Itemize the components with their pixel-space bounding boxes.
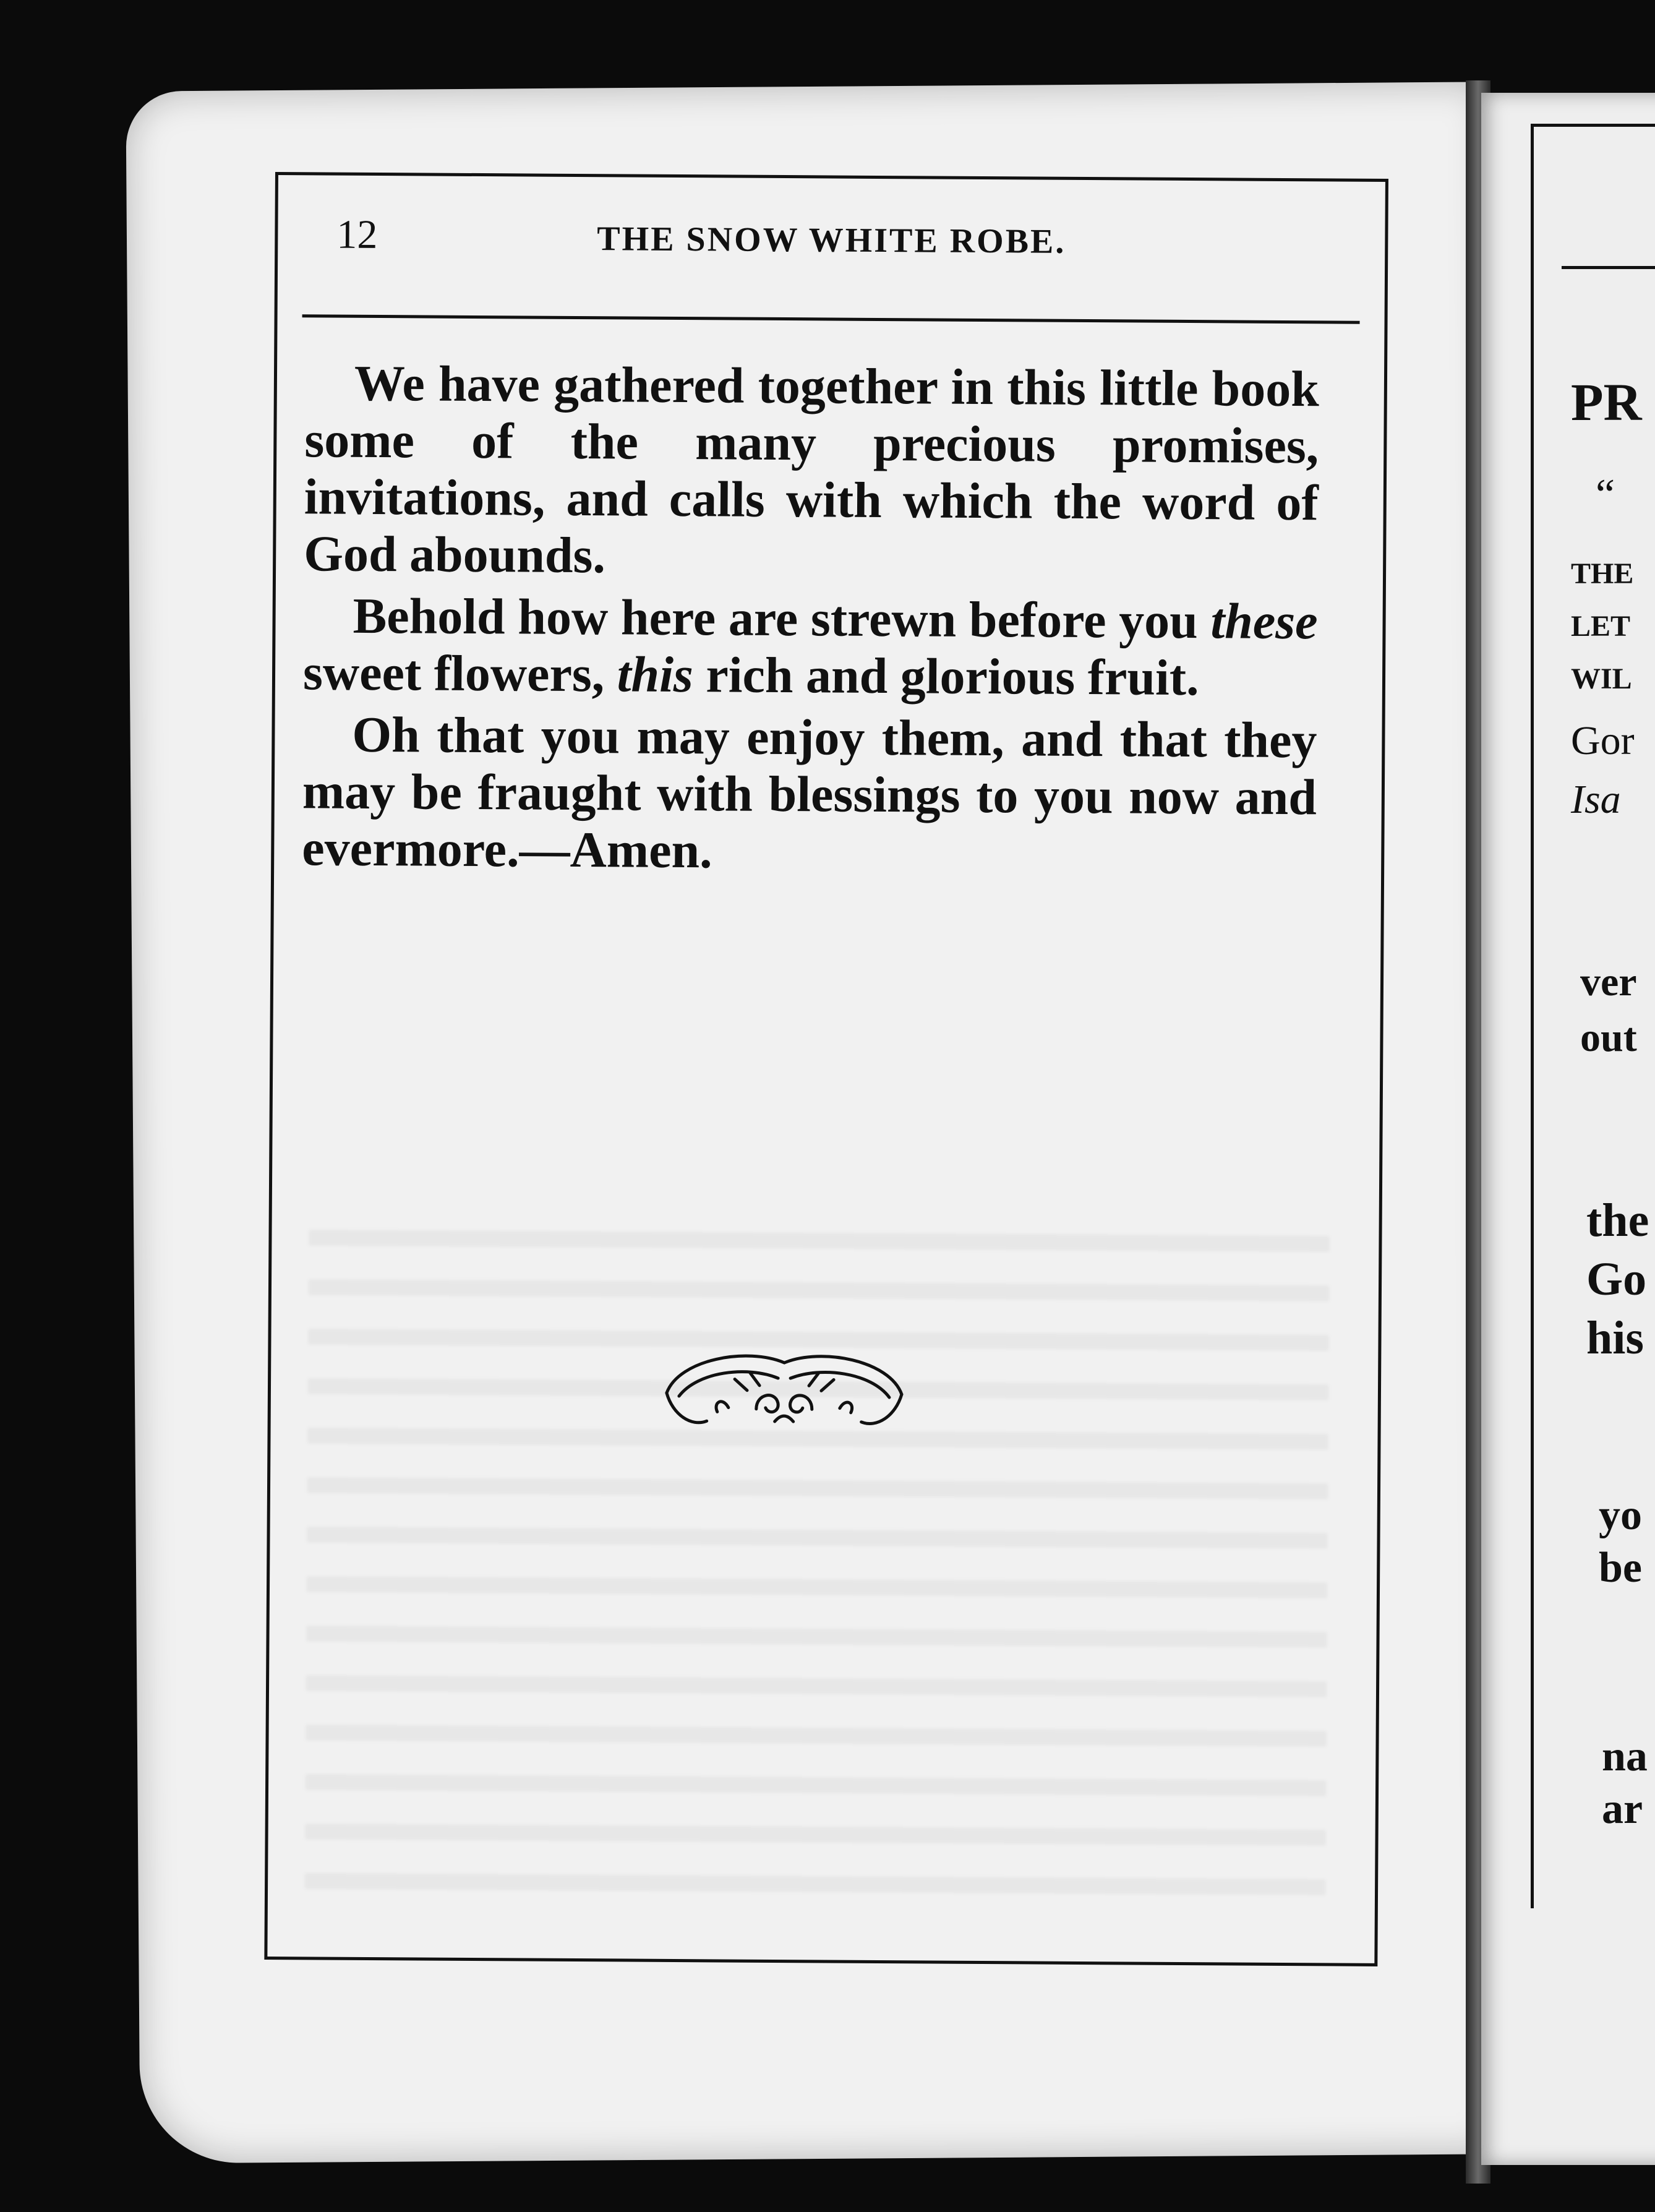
scroll-ornament-icon	[654, 1334, 914, 1447]
right-page-fragment: ver	[1580, 959, 1637, 1005]
right-page-fragment: “	[1596, 471, 1615, 518]
right-page-fragment: na	[1602, 1733, 1648, 1780]
text-frame	[264, 172, 1388, 1966]
header-rule	[302, 314, 1360, 324]
running-title: THE SNOW WHITE ROBE.	[597, 220, 1066, 261]
right-page-fragment: Gor	[1571, 718, 1635, 763]
right-page-fragment: WIL	[1571, 662, 1632, 695]
page-number: 12	[336, 212, 378, 258]
right-page-fragment: out	[1580, 1015, 1637, 1060]
right-page-fragment: be	[1599, 1544, 1642, 1592]
emphasis-this: this	[617, 646, 694, 703]
right-page-fragment: the	[1586, 1194, 1649, 1246]
emphasis-these: these	[1210, 593, 1318, 650]
right-page-fragment: Isa	[1571, 777, 1621, 822]
right-page-fragment: Go	[1586, 1253, 1647, 1305]
right-page-fragment: yo	[1599, 1491, 1642, 1539]
paragraph-2: Behold how here are strewn before you these sweet flowers, this rich and glorious fruit.	[302, 587, 1318, 706]
right-page-fragment: THE	[1571, 557, 1634, 590]
right-page-fragment: LET	[1571, 610, 1631, 643]
paragraph-3: Oh that you may enjoy them, and that they may be fraught with blessings to you now and evermore.—Amen.	[302, 706, 1317, 879]
show-through-texture	[305, 1196, 1330, 1913]
right-page-fragment: ar	[1602, 1785, 1643, 1833]
paragraph-1: We have gathered together in this little book some of the many precious promises, invitations, and calls with which the word of God abounds.	[303, 354, 1320, 584]
right-page-fragment: his	[1586, 1312, 1644, 1364]
running-head	[278, 211, 1385, 267]
right-page-rule	[1562, 266, 1655, 269]
right-page-fragment: PR	[1571, 372, 1642, 432]
body-text	[302, 354, 1319, 888]
